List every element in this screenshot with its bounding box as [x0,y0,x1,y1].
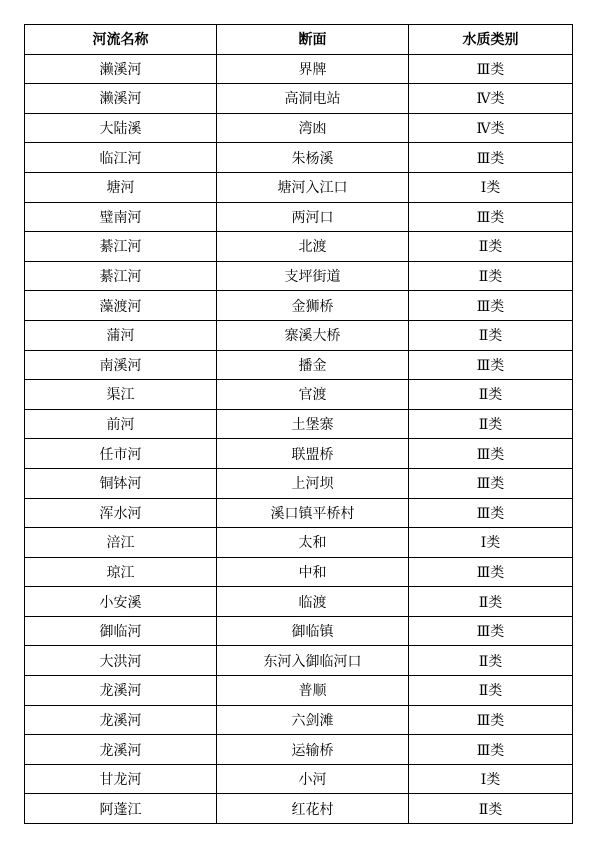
table-body [25,54,573,823]
cell-section: 普顺 [217,676,409,706]
cell-section: 金狮桥 [217,291,409,321]
table-row [25,113,573,143]
cell-section: 溪口镇平桥村 [217,498,409,528]
cell-section: 六剑滩 [217,705,409,735]
cell-river-name: 甘龙河 [25,764,217,794]
cell-water-quality-class: Ⅲ类 [409,143,573,173]
cell-water-quality-class: Ⅲ类 [409,735,573,765]
water-quality-table [24,24,573,824]
table-row [25,350,573,380]
cell-water-quality-class: Ⅲ类 [409,498,573,528]
cell-section: 临渡 [217,587,409,617]
cell-water-quality-class: Ⅰ类 [409,172,573,202]
cell-water-quality-class: Ⅲ类 [409,54,573,84]
cell-water-quality-class: Ⅱ类 [409,794,573,824]
table-row [25,261,573,291]
cell-section: 东河入御临河口 [217,646,409,676]
cell-section: 两河口 [217,202,409,232]
cell-river-name: 龙溪河 [25,676,217,706]
cell-water-quality-class: Ⅰ类 [409,528,573,558]
cell-section: 太和 [217,528,409,558]
cell-river-name: 濑溪河 [25,84,217,114]
table-row [25,202,573,232]
table-row [25,54,573,84]
cell-river-name: 龙溪河 [25,735,217,765]
table-row [25,498,573,528]
cell-section: 朱杨溪 [217,143,409,173]
cell-river-name: 御临河 [25,616,217,646]
cell-water-quality-class: Ⅲ类 [409,557,573,587]
cell-section: 支坪街道 [217,261,409,291]
cell-river-name: 綦江河 [25,261,217,291]
cell-water-quality-class: Ⅱ类 [409,232,573,262]
cell-water-quality-class: Ⅱ类 [409,261,573,291]
cell-section: 联盟桥 [217,439,409,469]
cell-water-quality-class: Ⅲ类 [409,439,573,469]
cell-water-quality-class: Ⅱ类 [409,320,573,350]
table-row [25,232,573,262]
cell-water-quality-class: Ⅰ类 [409,764,573,794]
cell-section: 红花村 [217,794,409,824]
cell-section: 小河 [217,764,409,794]
table-row [25,794,573,824]
cell-river-name: 蒲河 [25,320,217,350]
table-row [25,764,573,794]
cell-water-quality-class: Ⅱ类 [409,587,573,617]
cell-water-quality-class: Ⅱ类 [409,646,573,676]
cell-section: 北渡 [217,232,409,262]
cell-water-quality-class: Ⅳ类 [409,84,573,114]
table-row [25,587,573,617]
cell-river-name: 龙溪河 [25,705,217,735]
cell-section: 界牌 [217,54,409,84]
table-row [25,143,573,173]
table-row [25,705,573,735]
cell-section: 运输桥 [217,735,409,765]
table-row [25,528,573,558]
cell-river-name: 大陆溪 [25,113,217,143]
cell-water-quality-class: Ⅲ类 [409,705,573,735]
table-row [25,291,573,321]
cell-river-name: 濑溪河 [25,54,217,84]
cell-river-name: 小安溪 [25,587,217,617]
cell-water-quality-class: Ⅱ类 [409,676,573,706]
cell-river-name: 铜钵河 [25,468,217,498]
table-row [25,409,573,439]
table-row [25,172,573,202]
cell-water-quality-class: Ⅳ类 [409,113,573,143]
cell-river-name: 任市河 [25,439,217,469]
cell-water-quality-class: Ⅲ类 [409,291,573,321]
cell-section: 播金 [217,350,409,380]
table-row [25,439,573,469]
header-river-name: 河流名称 [25,25,217,55]
cell-river-name: 渠江 [25,380,217,410]
cell-water-quality-class: Ⅲ类 [409,616,573,646]
cell-water-quality-class: Ⅲ类 [409,468,573,498]
cell-river-name: 琼江 [25,557,217,587]
cell-section: 高洞电站 [217,84,409,114]
cell-river-name: 南溪河 [25,350,217,380]
table-row [25,676,573,706]
cell-section: 上河坝 [217,468,409,498]
cell-river-name: 綦江河 [25,232,217,262]
table-row [25,646,573,676]
cell-section: 中和 [217,557,409,587]
cell-river-name: 塘河 [25,172,217,202]
cell-section: 官渡 [217,380,409,410]
cell-section: 御临镇 [217,616,409,646]
cell-river-name: 临江河 [25,143,217,173]
table-row [25,735,573,765]
table-row [25,320,573,350]
cell-river-name: 藻渡河 [25,291,217,321]
table-row [25,557,573,587]
table-row [25,616,573,646]
cell-river-name: 阿蓬江 [25,794,217,824]
header-section: 断面 [217,25,409,55]
cell-section: 湾凼 [217,113,409,143]
cell-river-name: 璧南河 [25,202,217,232]
table-row [25,84,573,114]
cell-water-quality-class: Ⅲ类 [409,350,573,380]
cell-river-name: 涪江 [25,528,217,558]
table-header-row [25,25,573,55]
cell-river-name: 前河 [25,409,217,439]
cell-water-quality-class: Ⅱ类 [409,409,573,439]
cell-water-quality-class: Ⅱ类 [409,380,573,410]
cell-section: 塘河入江口 [217,172,409,202]
cell-river-name: 浑水河 [25,498,217,528]
cell-river-name: 大洪河 [25,646,217,676]
cell-section: 寨溪大桥 [217,320,409,350]
header-water-quality-class: 水质类别 [409,25,573,55]
table-row [25,468,573,498]
cell-section: 土堡寨 [217,409,409,439]
cell-water-quality-class: Ⅲ类 [409,202,573,232]
table-row [25,380,573,410]
